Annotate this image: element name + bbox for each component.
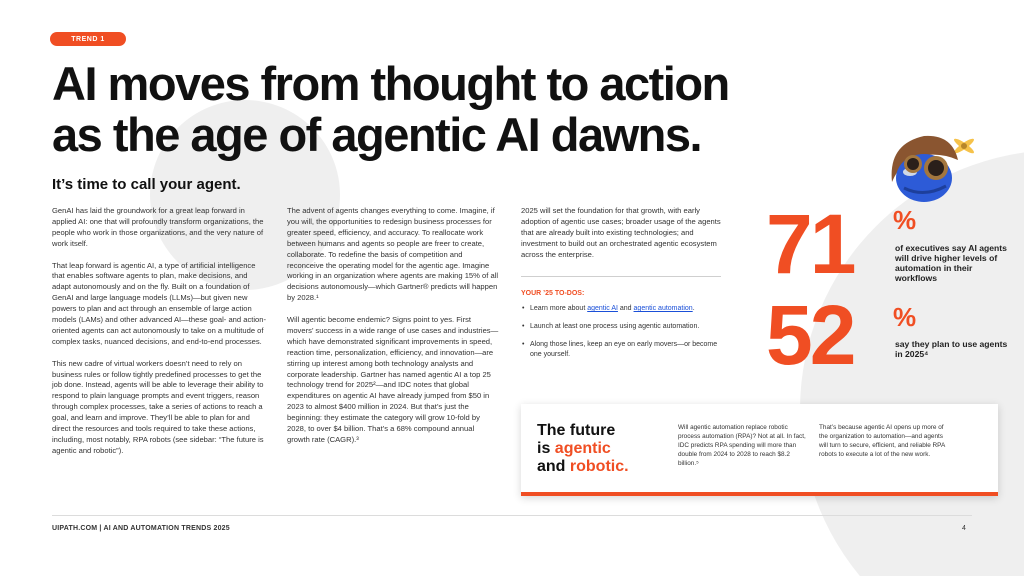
todo-item <box>521 322 721 332</box>
bullet-icon: • <box>522 305 525 312</box>
todo-text: Launch at least one process using agentic automation. <box>530 323 700 330</box>
sidebar-callout <box>521 404 998 496</box>
headline-line2: as the age of agentic AI dawns. <box>52 108 702 161</box>
paragraph: The advent of agents changes everything to come. Imagine, if you will, the opportunities to redesign business processes for greater speed, efficiency, and accuracy. To reallocate work between humans and agents so people are freer to create, collaborate. To redefine the basis of competition and reconceive the operating model for the agentic age. Imagine working in an organization where agents are making 15% of all decisions autonomously—which Gartner® predicts will happen by 2028.¹ <box>287 206 499 303</box>
paragraph: 2025 will set the foundation for that growth, with early adoption of agentic use cases; broader usage of the agents that are already built into existing technologies; and investment to build out an orchestrated agentic ecosystem across the enterprise. <box>521 206 721 259</box>
page-number: 4 <box>962 525 966 532</box>
robot-pilot-mascot-icon <box>880 126 980 206</box>
stat-52-description: say they plan to use agents in 2025⁴ <box>895 339 1008 359</box>
paragraph: That leap forward is agentic AI, a type of artificial intelligence that enables software agents to plan, make decisions, and adapt autonomously and on the fly. Built on a foundation of GenAI and large language models (LLMs)—but given new powers to plan and act through an ensemble of large action models (LAMs) and other advanced AI—these goal- and action-oriented agents can act autonomously to take on a multitude of complex tasks, nuanced decisions, and end-to-end processes. <box>52 260 267 346</box>
headline-line1: AI moves from thought to action <box>52 57 729 110</box>
footer-text: UIPATH.COM | AI AND AUTOMATION TRENDS 2025 <box>52 525 230 532</box>
todo-item <box>521 340 721 360</box>
callout-text-2: That’s because agentic AI opens up more of the organization to automation—and agents will turn to secure, efficient, and reliable RPA robots to execute a lot of the new work. <box>819 424 945 458</box>
stat-71-description: of executives say AI agents will drive higher levels of automation in their workflows <box>895 243 1007 283</box>
paragraph: GenAI has laid the groundwork for a great leap forward in applied AI: one that will profoundly transform organizations, the people who work in those organizations, and the very nature of work itself. <box>52 206 264 248</box>
todo-text: and <box>617 305 634 312</box>
todo-text: Learn more about <box>530 305 588 312</box>
body-column-1 <box>52 206 266 468</box>
bullet-icon: • <box>522 323 525 330</box>
stat-52-value: 52 <box>766 288 854 382</box>
stat-52-percent: % <box>893 302 917 332</box>
callout-title-line: is <box>537 440 555 457</box>
todos-title: YOUR ’25 TO-DOS: <box>521 290 585 297</box>
callout-title <box>537 422 629 476</box>
section-divider <box>521 276 721 277</box>
subheading: It’s time to call your agent. <box>52 176 241 193</box>
footer-divider <box>52 515 972 516</box>
agentic-ai-link[interactable]: agentic AI <box>587 305 618 312</box>
todo-item <box>521 304 721 314</box>
stat-71-value: 71 <box>766 197 854 291</box>
body-column-3 <box>521 206 721 271</box>
bullet-icon: • <box>522 341 525 348</box>
paragraph: This new cadre of virtual workers doesn’t need to rely on business rules or follow tightly predefined processes to get the job done. Instead, agents will be able to leverage their ability to respond to plain language prompts and event triggers, reason through complex processes, take a series of actions to reach a goal, and learn and improve. They’ll be able to plan for and direct the resources and tools required to take these actions, including, most notably, RPA robots (see sidebar: “The future is agentic and robotic”). <box>52 358 264 455</box>
headline <box>52 58 872 160</box>
callout-title-line: and <box>537 458 570 475</box>
callout-title-accent: robotic. <box>569 458 629 475</box>
callout-text-1: Will agentic automation replace robotic process automation (RPA)? Not at all. In fact, IDC predicts RPA spending will more than double from 2024 to 2028 to reach $8.2 billion.⁵ <box>678 424 806 467</box>
agentic-automation-link[interactable]: agentic automation <box>633 305 693 312</box>
trend-tag: TREND 1 <box>50 32 126 46</box>
body-column-2 <box>287 206 499 457</box>
todo-text: Along those lines, keep an eye on early movers—or become one yourself. <box>530 341 718 358</box>
callout-title-line: The future <box>537 422 616 439</box>
callout-title-accent: agentic <box>554 440 611 457</box>
todos-list <box>521 304 721 368</box>
stat-71-percent: % <box>893 205 917 235</box>
todo-text: . <box>692 305 695 312</box>
paragraph: Will agentic become endemic? Signs point to yes. First movers’ success in a wide range of use cases and industries—which have demonstrated significant improvements in speed, reaction time, personalization, efficiency, and innovation—are stirring up interest among both technology analysts and corporate leadership. Gartner has named agentic AI a top 25 technology trend for 2025²—and IDC notes that global expenditures on agentic AI have already jumped from $50 in 2023 to almost $400 million in 2024. But that’s just the beginning: they estimate the category will grow 10-fold by 2028, to over $4 billion. That’s a 68% compound annual growth rate (CAGR).³ <box>287 315 499 445</box>
